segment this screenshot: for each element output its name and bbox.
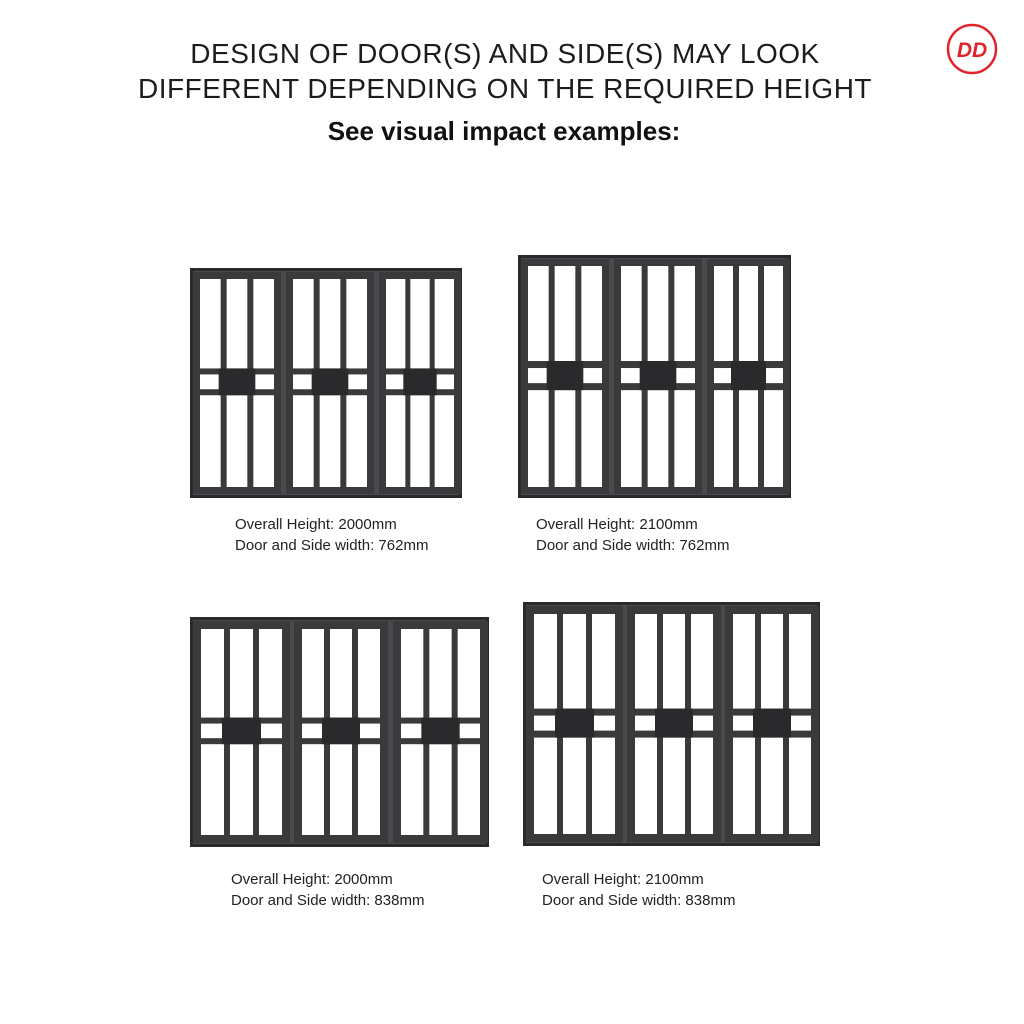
door-set-2100mm-762mm: [518, 255, 791, 498]
door-side-width-label: Door and Side width: 838mm: [231, 892, 425, 909]
door-panel-middle: [614, 259, 702, 494]
side-panel-right: [379, 272, 461, 494]
door-panel-left: [526, 606, 623, 842]
overall-height-label: Overall Height: 2000mm: [231, 871, 393, 888]
logo-text: DD: [956, 39, 988, 62]
door-panel-middle: [294, 621, 388, 843]
example-caption: [231, 869, 424, 911]
side-panel-right: [707, 259, 790, 494]
door-panel-left: [193, 272, 281, 494]
door-side-width-label: Door and Side width: 762mm: [235, 537, 429, 554]
door-panel-middle: [627, 606, 721, 842]
dd-logo-icon: [946, 23, 998, 75]
overall-height-label: Overall Height: 2100mm: [536, 516, 698, 533]
side-panel-right: [725, 606, 819, 842]
side-panel-right: [393, 621, 488, 843]
door-panel-left: [521, 259, 609, 494]
door-side-width-label: Door and Side width: 838mm: [542, 892, 736, 909]
overall-height-label: Overall Height: 2000mm: [235, 516, 397, 533]
example-caption: [536, 514, 729, 556]
notice-line-1: DESIGN OF DOOR(S) AND SIDE(S) MAY LOOK: [190, 38, 820, 69]
door-set-2000mm-762mm: [190, 268, 462, 498]
examples-subtitle: See visual impact examples:: [327, 116, 681, 146]
overall-height-label: Overall Height: 2100mm: [542, 871, 704, 888]
door-panel-middle: [286, 272, 374, 494]
door-set-2000mm-838mm: [190, 617, 489, 847]
door-set-2100mm-838mm: [523, 602, 820, 846]
example-caption: [235, 514, 428, 556]
notice-line-2: DIFFERENT DEPENDING ON THE REQUIRED HEIGHT: [137, 73, 873, 104]
door-panel-left: [193, 621, 290, 843]
door-side-width-label: Door and Side width: 762mm: [536, 537, 730, 554]
example-caption: [542, 869, 735, 911]
